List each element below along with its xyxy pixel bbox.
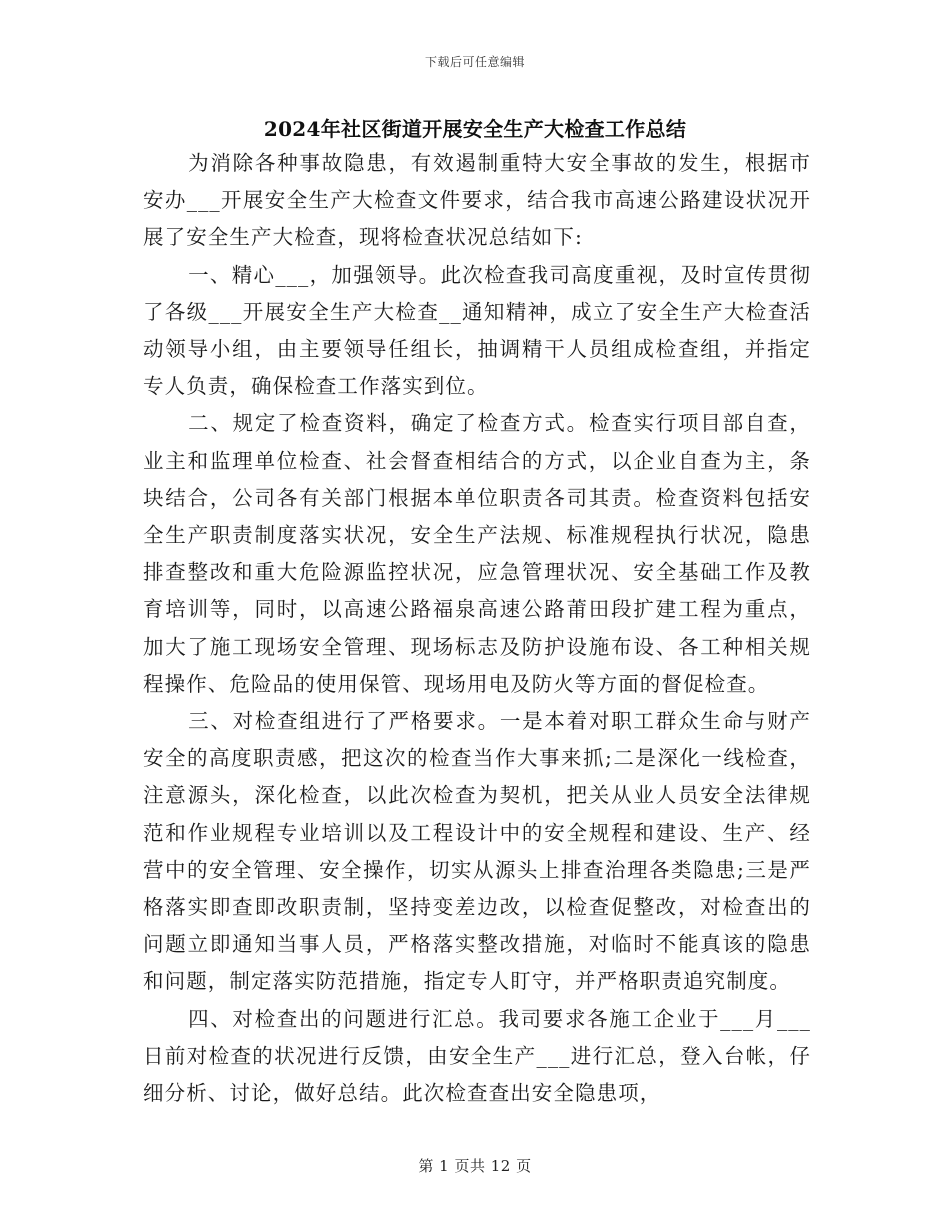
- paragraph-section-3: 三、对检查组进行了严格要求。一是本着对职工群众生命与财产安全的高度职责感，把这次的检查当作大事来抓;二是深化一线检查，注意源头，深化检查，以此次检查为契机，把关从业人员安全法律规范和作业规程专业培训以及工程设计中的安全规程和建设、生产、经营中的安全管理、安全操作，切实从源头上排查治理各类隐患;三是严格落实即查即改职责制，坚持变差边改，以检查促整改，对检查出的问题立即通知当事人员，严格落实整改措施，对临时不能真该的隐患和问题，制定落实防范措施，指定专人盯守，并严格职责追究制度。: [143, 709, 811, 994]
- paragraph-section-4: 四、对检查出的问题进行汇总。我司要求各施工企业于___月___日前对检查的状况进行反馈，由安全生产___进行汇总，登入台帐，仔细分析、讨论，做好总结。此次检查查出安全隐患项，: [143, 1006, 811, 1106]
- paragraph-intro: 为消除各种事故隐患，有效遏制重特大安全事故的发生，根据市安办___开展安全生产大检查文件要求，结合我市高速公路建设状况开展了安全生产大检查，现将检查状况总结如下:: [143, 151, 811, 250]
- paragraph-section-2: 二、规定了检查资料，确定了检查方式。检查实行项目部自查，业主和监理单位检查、社会督查相结合的方式，以企业自查为主，条块结合，公司各有关部门根据本单位职责各司其责。检查资料包括安全生产职责制度落实状况，安全生产法规、标准规程执行状况，隐患排查整改和重大危险源监控状况，应急管理状况、安全基础工作及教育培训等，同时，以高速公路福泉高速公路莆田段扩建工程为重点，加大了施工现场安全管理、现场标志及防护设施布设、各工种相关规程操作、危险品的使用保管、现场用电及防火等方面的督促检查。: [143, 411, 811, 696]
- page-number: 第 1 页共 12 页: [418, 1157, 532, 1175]
- document-title: 2024年社区街道开展安全生产大检查工作总结: [263, 117, 687, 141]
- header-note: 下载后可任意编辑: [424, 55, 525, 69]
- document-body: [143, 145, 811, 1112]
- paragraph-section-1: 一、精心___，加强领导。此次检查我司高度重视，及时宣传贯彻了各级___开展安全生产大检查__通知精神，成立了安全生产大检查活动领导小组，由主要领导任组长，抽调精干人员组成检查组，并指定专人负责，确保检查工作落实到位。: [143, 262, 811, 399]
